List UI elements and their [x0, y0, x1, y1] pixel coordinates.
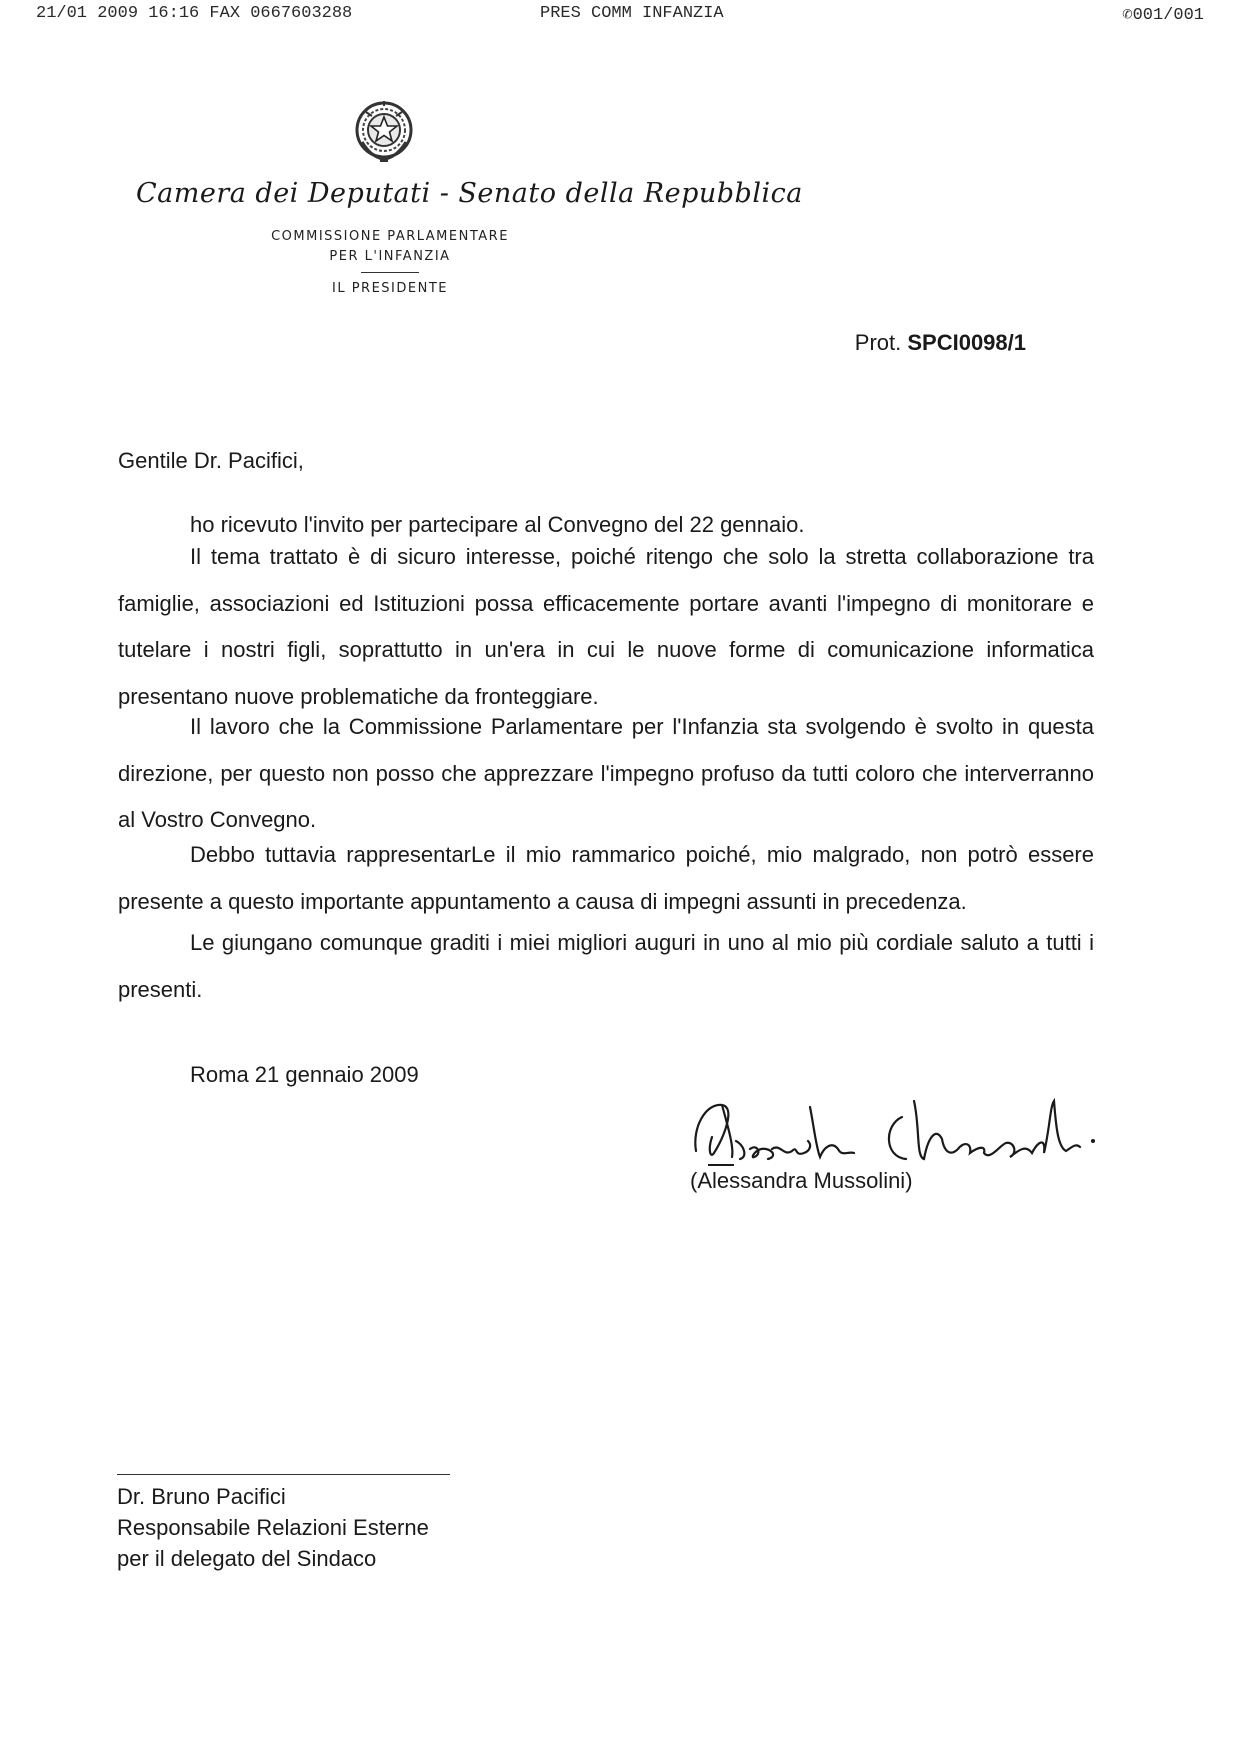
- addressee-divider: [117, 1474, 450, 1475]
- salutation: Gentile Dr. Pacifici,: [118, 448, 304, 473]
- protocol-number: SPCI0098/1: [907, 330, 1026, 355]
- chamber-letterhead: Camera dei Deputati - Senato della Repubblica: [136, 178, 803, 209]
- addressee-name: Dr. Bruno Pacifici: [117, 1484, 286, 1509]
- italian-republic-emblem-icon: [352, 98, 416, 164]
- place-and-date: Roma 21 gennaio 2009: [190, 1062, 419, 1087]
- protocol-label: Prot.: [854, 330, 902, 355]
- opening-line: ho ricevuto l'invito per partecipare al Convegno del 22 gennaio.: [190, 512, 805, 537]
- body-paragraph-3: Debbo tuttavia rappresentarLe il mio rammarico poiché, mio malgrado, non potrò essere presente a questo importante appuntamento a causa di impegni assunti in precedenza.: [118, 842, 1094, 914]
- fax-sender-name: PRES COMM INFANZIA: [540, 4, 724, 23]
- commission-block: [250, 227, 530, 299]
- fax-timestamp-line: 21/01 2009 16:16 FAX 0667603288: [36, 4, 353, 23]
- body-paragraph-4: Le giungano comunque graditi i miei migliori auguri in uno al mio più cordiale saluto a tutti i presenti.: [118, 930, 1094, 1002]
- commission-role: IL PRESIDENTE: [332, 281, 448, 296]
- fax-transmission-header: [36, 4, 1204, 28]
- commission-name: COMMISSIONE PARLAMENTARE: [271, 229, 509, 244]
- commission-divider: [361, 272, 419, 273]
- body-paragraph-2: Il lavoro che la Commissione Parlamentare per l'Infanzia sta svolgendo è svolto in questa direzione, per questo non posso che apprezzare l'impegno profuso da tutti coloro che interverranno al Vostro Convegno.: [118, 714, 1094, 832]
- addressee-block: [117, 1481, 429, 1574]
- handwritten-signature: [688, 1087, 1108, 1169]
- body-paragraph-1: Il tema trattato è di sicuro interesse, poiché ritengo che solo la stretta collaborazione tra famiglie, associazioni ed Istituzioni possa efficacemente portare avanti l'impegno di monitorare e tutelare i nostri figli, soprattutto in un'era in cui le nuove forme di comunicazione informatica presentano nuove problematiche da fronteggiare.: [118, 544, 1094, 709]
- commission-subject: PER L'INFANZIA: [329, 249, 451, 264]
- addressee-title: Responsabile Relazioni Esterne: [117, 1515, 429, 1540]
- signer-name: (Alessandra Mussolini): [690, 1168, 913, 1193]
- fax-page-count: ✆001/001: [1122, 6, 1204, 25]
- addressee-department: per il delegato del Sindaco: [117, 1546, 377, 1571]
- protocol-reference: [855, 330, 1026, 356]
